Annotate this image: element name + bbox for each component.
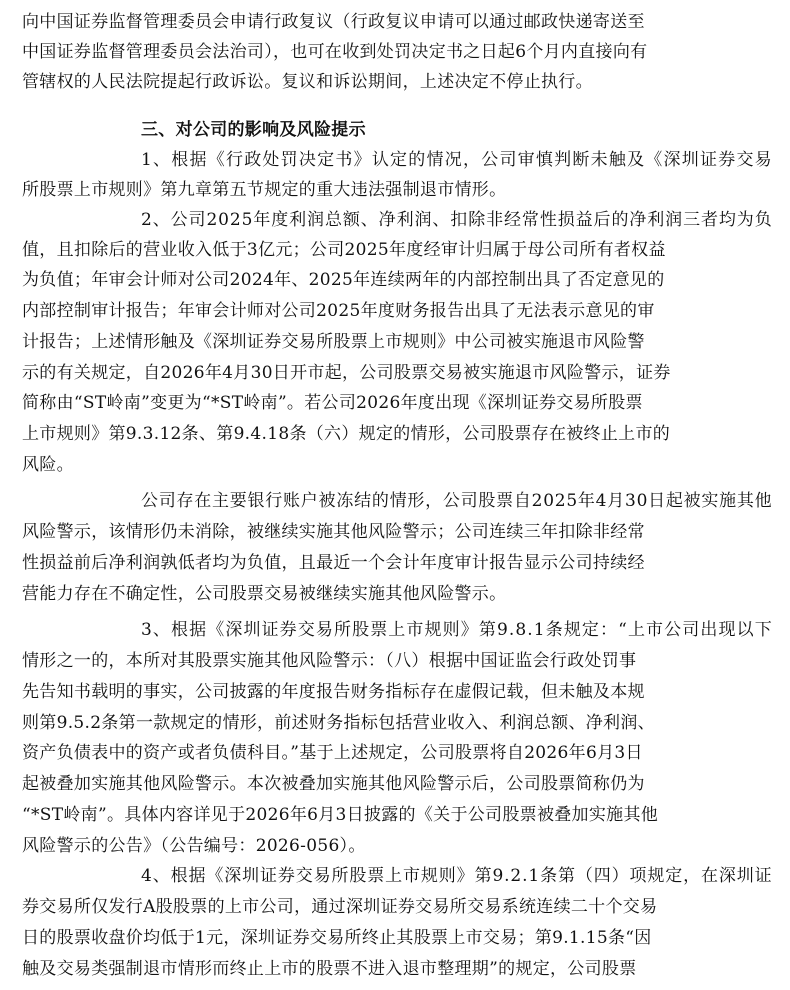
text-line: 起被叠加实施其他风险警示。本次被叠加实施其他风险警示后，公司股票简称仍为 <box>22 774 645 794</box>
text-line: 情形之一的，本所对其股票实施其他风险警示：（八）根据中国证监会行政处罚事 <box>22 651 637 671</box>
text-line: 触及交易类强制退市情形而终止上市的股票不进入退市整理期”的规定，公司股票 <box>22 959 637 979</box>
text-line: 值，且扣除后的营业收入低于3亿元；公司2025年度经审计归属于母公司所有者权益 <box>22 240 666 260</box>
text-line: “*ST岭南”。具体内容详见于2026年6月3日披露的《关于公司股票被叠加实施其他 <box>22 805 659 825</box>
text-line: 示的有关规定，自2026年4月30日开市起，公司股票交易被实施退市风险警示，证券 <box>22 363 671 383</box>
text-line: 4、根据《深圳证券交易所股票上市规则》第9.2.1条第（四）项规定，在深圳证 <box>141 866 773 886</box>
text-line: 营能力存在不确定性，公司股票交易被继续实施其他风险警示。 <box>22 584 507 604</box>
text-line: 内部控制审计报告；年审会计师对公司2025年度财务报告出具了无法表示意见的审 <box>22 301 655 321</box>
text-line: 计报告；上述情形触及《深圳证券交易所股票上市规则》中公司被实施退市风险警 <box>22 332 645 352</box>
text-line: 风险。 <box>22 455 74 475</box>
text-line: 所股票上市规则》第九章第五节规定的重大违法强制退市情形。 <box>22 180 507 200</box>
text-line: 先告知书载明的事实，公司披露的年度报告财务指标存在虚假记载，但未触及本规 <box>22 682 645 702</box>
text-line: 简称由“ST岭南”变更为“*ST岭南”。若公司2026年度出现《深圳证券交易所股票 <box>22 393 643 413</box>
text-line: 性损益前后净利润孰低者均为负值，且最近一个会计年度审计报告显示公司持续经 <box>22 553 645 573</box>
text-line: 向中国证券监督管理委员会申请行政复议（行政复议申请可以通过邮政快递寄送至 <box>22 12 645 32</box>
text-line: 资产负债表中的资产或者负债科目。”基于上述规定，公司股票将自2026年6月3日 <box>22 743 643 763</box>
text-line: 公司存在主要银行账户被冻结的情形，公司股票自2025年4月30日起被实施其他 <box>141 491 773 511</box>
text-line: 为负值；年审会计师对公司2024年、2025年连续两年的内部控制出具了否定意见的 <box>22 270 665 290</box>
text-line: 2、公司2025年度利润总额、净利润、扣除非经常性损益后的净利润三者均为负 <box>141 210 773 230</box>
text-line: 券交易所仅发行A股股票的上市公司，通过深圳证券交易所交易系统连续二十个交易 <box>22 897 658 917</box>
text-line: 1、根据《行政处罚决定书》认定的情况，公司审慎判断未触及《深圳证券交易 <box>141 150 773 170</box>
text-line: 风险警示的公告》（公告编号：2026-056）。 <box>22 836 366 856</box>
text-line: 则第9.5.2条第一款规定的情形，前述财务指标包括营业收入、利润总额、净利润、 <box>22 713 655 733</box>
text-line: 中国证券监督管理委员会法治司），也可在收到处罚决定书之日起6个月内直接向有 <box>22 42 648 62</box>
text-line: 日的股票收盘价均低于1元，深圳证券交易所终止其股票上市交易；第9.1.15条“因 <box>22 928 652 948</box>
text-line: 管辖权的人民法院提起行政诉讼。复议和诉讼期间，上述决定不停止执行。 <box>22 72 593 92</box>
text-line: 风险警示，该情形仍未消除，被继续实施其他风险警示；公司连续三年扣除非经常 <box>22 522 645 542</box>
text-line: 三、对公司的影响及风险提示 <box>141 120 366 140</box>
text-line: 3、根据《深圳证券交易所股票上市规则》第9.8.1条规定：“上市公司出现以下 <box>141 620 773 640</box>
text-line: 上市规则》第9.3.12条、第9.4.18条（六）规定的情形，公司股票存在被终止上市的 <box>22 424 671 444</box>
